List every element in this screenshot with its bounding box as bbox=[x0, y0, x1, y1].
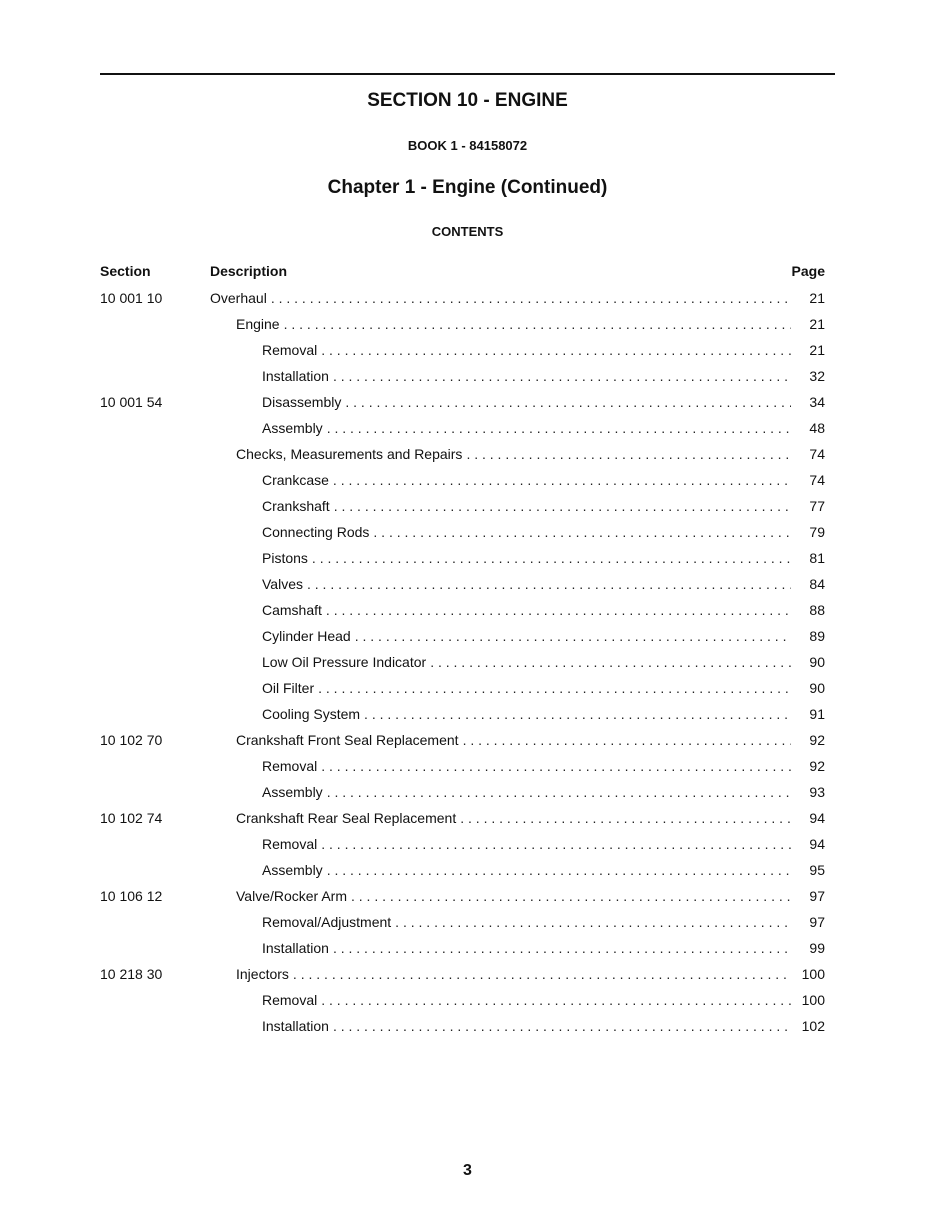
toc-dot-leader bbox=[293, 966, 791, 982]
toc-entry bbox=[262, 550, 795, 566]
toc-page-number: 21 bbox=[809, 290, 825, 306]
toc-entry bbox=[262, 862, 795, 878]
toc-entry bbox=[262, 576, 795, 592]
toc-row bbox=[0, 676, 935, 702]
toc-row bbox=[0, 624, 935, 650]
toc-dot-leader bbox=[333, 472, 791, 488]
toc-entry-title: Oil Filter bbox=[262, 680, 315, 696]
toc-page-number: 90 bbox=[809, 654, 825, 670]
toc-entry-title: Installation bbox=[262, 940, 329, 956]
table-of-contents bbox=[0, 286, 935, 1040]
toc-section-code: 10 218 30 bbox=[100, 966, 163, 982]
toc-section-code: 10 106 12 bbox=[100, 888, 163, 904]
toc-dot-leader bbox=[345, 394, 791, 410]
toc-entry bbox=[262, 758, 795, 774]
toc-page-number: 81 bbox=[809, 550, 825, 566]
toc-page-number: 79 bbox=[809, 524, 825, 540]
toc-entry-title: Crankshaft Front Seal Replacement bbox=[236, 732, 459, 748]
toc-row bbox=[0, 286, 935, 312]
toc-row bbox=[0, 910, 935, 936]
toc-row bbox=[0, 416, 935, 442]
toc-entry bbox=[262, 342, 795, 358]
toc-entry-title: Removal bbox=[262, 992, 318, 1008]
toc-dot-leader bbox=[321, 758, 791, 774]
toc-dot-leader bbox=[466, 446, 791, 462]
toc-row bbox=[0, 442, 935, 468]
page-number: 3 bbox=[463, 1162, 472, 1179]
toc-page-number: 91 bbox=[809, 706, 825, 722]
toc-row bbox=[0, 546, 935, 572]
chapter-title: Chapter 1 - Engine (Continued) bbox=[327, 177, 608, 198]
toc-entry bbox=[262, 368, 795, 384]
toc-entry bbox=[262, 628, 795, 644]
column-header-page: Page bbox=[791, 263, 825, 279]
toc-section-code: 10 001 54 bbox=[100, 394, 163, 410]
toc-section-code: 10 001 10 bbox=[100, 290, 163, 306]
toc-dot-leader bbox=[321, 342, 791, 358]
toc-entry bbox=[262, 394, 795, 410]
toc-entry bbox=[236, 888, 795, 904]
toc-entry-title: Camshaft bbox=[262, 602, 322, 618]
toc-dot-leader bbox=[333, 1018, 791, 1034]
toc-dot-leader bbox=[326, 602, 791, 618]
toc-row bbox=[0, 988, 935, 1014]
toc-row bbox=[0, 650, 935, 676]
toc-page-number: 77 bbox=[809, 498, 825, 514]
toc-page-number: 74 bbox=[809, 472, 825, 488]
toc-entry bbox=[262, 940, 795, 956]
toc-dot-leader bbox=[364, 706, 791, 722]
toc-dot-leader bbox=[327, 784, 791, 800]
toc-entry bbox=[262, 498, 795, 514]
toc-dot-leader bbox=[333, 368, 791, 384]
toc-row bbox=[0, 858, 935, 884]
toc-entry bbox=[236, 732, 795, 748]
toc-dot-leader bbox=[334, 498, 791, 514]
toc-row bbox=[0, 702, 935, 728]
toc-row bbox=[0, 390, 935, 416]
toc-page-number: 21 bbox=[809, 342, 825, 358]
column-header-description: Description bbox=[210, 263, 288, 279]
toc-entry-title: Installation bbox=[262, 368, 329, 384]
book-number: BOOK 1 - 84158072 bbox=[407, 138, 528, 153]
toc-page-number: 32 bbox=[809, 368, 825, 384]
toc-entry bbox=[236, 316, 795, 332]
toc-row bbox=[0, 936, 935, 962]
toc-entry bbox=[262, 836, 795, 852]
toc-entry-title: Overhaul bbox=[210, 290, 267, 306]
toc-entry-title: Pistons bbox=[262, 550, 308, 566]
toc-page-number: 84 bbox=[809, 576, 825, 592]
toc-entry bbox=[262, 524, 795, 540]
toc-row bbox=[0, 572, 935, 598]
toc-entry-title: Valve/Rocker Arm bbox=[236, 888, 347, 904]
toc-entry-title: Removal bbox=[262, 342, 318, 358]
toc-page-number: 95 bbox=[809, 862, 825, 878]
toc-row bbox=[0, 520, 935, 546]
toc-page-number: 102 bbox=[801, 1018, 825, 1034]
toc-row bbox=[0, 754, 935, 780]
toc-dot-leader bbox=[284, 316, 791, 332]
toc-entry bbox=[262, 654, 795, 670]
toc-entry bbox=[262, 420, 795, 436]
toc-page-number: 89 bbox=[809, 628, 825, 644]
toc-row bbox=[0, 780, 935, 806]
toc-entry bbox=[210, 290, 795, 306]
toc-entry bbox=[236, 810, 795, 826]
toc-row bbox=[0, 1014, 935, 1040]
toc-entry-title: Assembly bbox=[262, 862, 323, 878]
toc-entry bbox=[262, 914, 795, 930]
toc-row bbox=[0, 312, 935, 338]
toc-entry bbox=[262, 1018, 795, 1034]
toc-page-number: 94 bbox=[809, 836, 825, 852]
toc-entry-title: Removal/Adjustment bbox=[262, 914, 392, 930]
toc-page-number: 93 bbox=[809, 784, 825, 800]
toc-entry-title: Valves bbox=[262, 576, 303, 592]
contents-heading: CONTENTS bbox=[431, 224, 504, 239]
toc-dot-leader bbox=[430, 654, 791, 670]
toc-dot-leader bbox=[463, 732, 791, 748]
toc-entry-title: Disassembly bbox=[262, 394, 342, 410]
toc-dot-leader bbox=[373, 524, 791, 540]
toc-entry-title: Checks, Measurements and Repairs bbox=[236, 446, 463, 462]
toc-entry-title: Removal bbox=[262, 836, 318, 852]
toc-page-number: 97 bbox=[809, 914, 825, 930]
toc-dot-leader bbox=[307, 576, 791, 592]
column-header-section: Section bbox=[100, 263, 151, 279]
toc-page-number: 92 bbox=[809, 732, 825, 748]
toc-entry-title: Injectors bbox=[236, 966, 289, 982]
toc-row bbox=[0, 468, 935, 494]
toc-page-number: 99 bbox=[809, 940, 825, 956]
toc-dot-leader bbox=[355, 628, 791, 644]
toc-page-number: 21 bbox=[809, 316, 825, 332]
toc-dot-leader bbox=[321, 992, 791, 1008]
toc-page-number: 94 bbox=[809, 810, 825, 826]
toc-dot-leader bbox=[312, 550, 791, 566]
toc-page-number: 74 bbox=[809, 446, 825, 462]
toc-dot-leader bbox=[321, 836, 791, 852]
toc-entry bbox=[262, 602, 795, 618]
toc-row bbox=[0, 598, 935, 624]
toc-page-number: 34 bbox=[809, 394, 825, 410]
toc-row bbox=[0, 728, 935, 754]
toc-entry-title: Engine bbox=[236, 316, 280, 332]
toc-entry-title: Assembly bbox=[262, 784, 323, 800]
toc-entry-title: Cylinder Head bbox=[262, 628, 351, 644]
toc-row bbox=[0, 806, 935, 832]
toc-page-number: 100 bbox=[801, 992, 825, 1008]
toc-row bbox=[0, 364, 935, 390]
toc-dot-leader bbox=[395, 914, 791, 930]
toc-page-number: 90 bbox=[809, 680, 825, 696]
toc-row bbox=[0, 494, 935, 520]
toc-page-number: 88 bbox=[809, 602, 825, 618]
toc-entry-title: Removal bbox=[262, 758, 318, 774]
toc-entry bbox=[236, 446, 795, 462]
toc-entry-title: Connecting Rods bbox=[262, 524, 370, 540]
toc-dot-leader bbox=[318, 680, 791, 696]
toc-dot-leader bbox=[333, 940, 791, 956]
toc-row bbox=[0, 962, 935, 988]
toc-section-code: 10 102 70 bbox=[100, 732, 163, 748]
toc-page-number: 97 bbox=[809, 888, 825, 904]
toc-entry bbox=[262, 784, 795, 800]
toc-entry bbox=[262, 706, 795, 722]
toc-entry-title: Cooling System bbox=[262, 706, 361, 722]
toc-row bbox=[0, 338, 935, 364]
section-title: SECTION 10 - ENGINE bbox=[367, 90, 568, 111]
toc-entry-title: Low Oil Pressure Indicator bbox=[262, 654, 427, 670]
toc-page-number: 92 bbox=[809, 758, 825, 774]
toc-dot-leader bbox=[327, 420, 791, 436]
toc-entry bbox=[262, 680, 795, 696]
toc-entry-title: Crankshaft Rear Seal Replacement bbox=[236, 810, 457, 826]
toc-entry-title: Assembly bbox=[262, 420, 323, 436]
toc-section-code: 10 102 74 bbox=[100, 810, 163, 826]
toc-dot-leader bbox=[351, 888, 791, 904]
toc-entry bbox=[236, 966, 795, 982]
toc-dot-leader bbox=[327, 862, 791, 878]
toc-dot-leader bbox=[460, 810, 791, 826]
toc-entry-title: Crankcase bbox=[262, 472, 329, 488]
toc-dot-leader bbox=[271, 290, 791, 306]
toc-row bbox=[0, 884, 935, 910]
toc-page-number: 100 bbox=[801, 966, 825, 982]
toc-page-number: 48 bbox=[809, 420, 825, 436]
toc-entry bbox=[262, 472, 795, 488]
top-rule bbox=[100, 73, 835, 75]
toc-row bbox=[0, 832, 935, 858]
toc-entry bbox=[262, 992, 795, 1008]
toc-entry-title: Installation bbox=[262, 1018, 329, 1034]
toc-entry-title: Crankshaft bbox=[262, 498, 330, 514]
